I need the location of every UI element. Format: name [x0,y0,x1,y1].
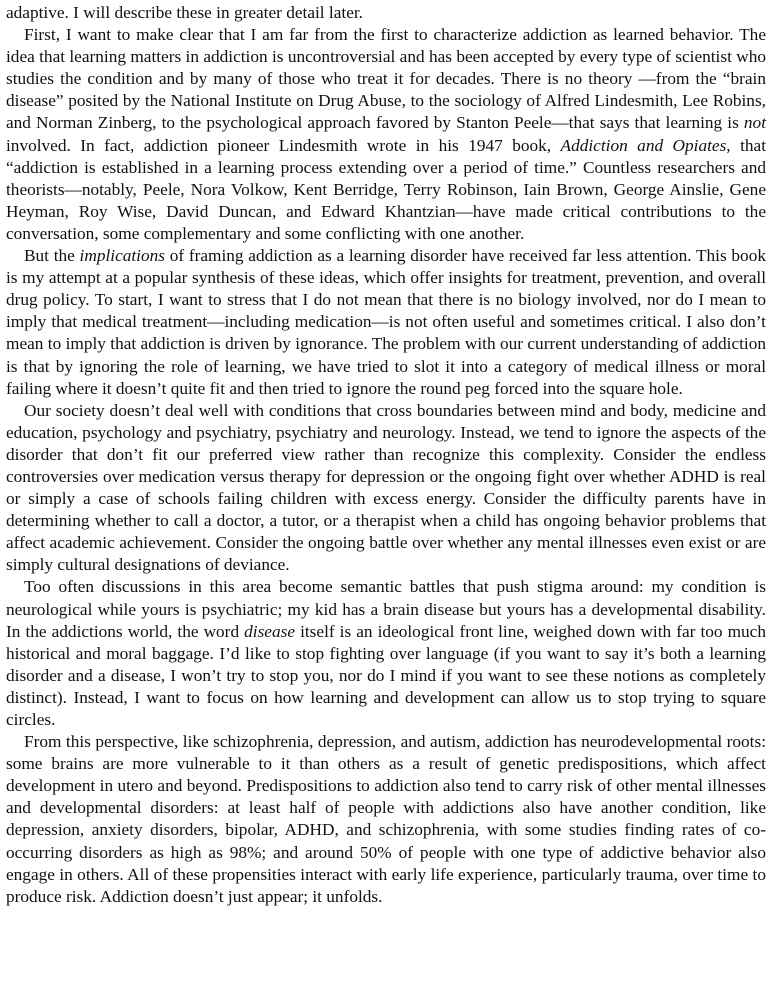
paragraph-6 [6,731,766,908]
paragraph-text: But the [24,246,80,266]
paragraph-2 [6,24,766,245]
paragraph-text: Too often discussions in this area become semantic battles that push stigma around: my condition is neurological while yours is psychiatric; my kid has a brain disease but yours has a developmental disability. In the addictions world, the word [6,577,766,641]
paragraph-text: Our society doesn’t deal well with conditions that cross boundaries between mind and body, medicine and education, psychology and psychiatry, psychiatry and neurology. Instead, we tend to ignore the aspects of the disorder that don’t fit our preferred view rather than recognize this complexity. Consider the endless controversies over medication versus therapy for depression or the ongoing fight over whether ADHD is real or simply a case of schools failing children with excess energy. Consider the difficulty parents have in determining whether to call a doctor, a tutor, or a therapist when a child has ongoing behavior problems that affect academic achievement. Consider the ongoing battle over whether any mental illnesses even exist or are simply cultural designations of deviance. [6,400,766,575]
paragraph-1 [6,2,766,24]
paragraph-text: First, I want to make clear that I am far from the first to characterize addiction as learned behavior. The idea that learning matters in addiction is uncontroversial and has been accepted by every type of scientist who studies the condition and by many of those who treat it for decades. There is no theory —from the “brain disease” posited by the National Institute on Drug Abuse, to the sociology of Alfred Lindesmith, Lee Robins, and Norman Zinberg, to the psychological approach favored by Stanton Peele—that says that learning is [6,25,766,133]
book-title-text: Addiction and Opiates, [560,135,731,155]
paragraph-text: itself is an ideological front line, weighed down with far too much historical and moral baggage. I’d like to stop fighting over language (if you want to say it’s both a learning disorder and a disease, I won’t try to stop you, nor do I mind if you want to see these notions as completely distinct). Instead, I want to focus on how learning and development can allow us to stop trying to square circles. [6,621,766,729]
paragraph-text: From this perspective, like schizophrenia, depression, and autism, addiction has neurodevelopmental roots: some brains are more vulnerable to it than others as a result of genetic predispositions, which affect development in utero and beyond. Predispositions to addiction also tend to carry risk of other mental illnesses and developmental disorders: at least half of people with addictions also have another condition, like depression, anxiety disorders, bipolar, ADHD, and schizophrenia, with some studies finding rates of co-occurring disorders as high as 98%; and around 50% of people with one type of addictive behavior also engage in others. All of these propensities interact with early life experience, particularly trauma, over time to produce risk. Addiction doesn’t just appear; it unfolds. [6,732,766,906]
paragraph-text: adaptive. I will describe these in greater detail later. [6,3,363,22]
paragraph-text: involved. In fact, addiction pioneer Lindesmith wrote in his 1947 book, [6,135,561,155]
emphasis-text: not [743,113,766,133]
paragraph-text: of framing addiction as a learning disorder have received far less attention. This book is my attempt at a popular synthesis of these ideas, which offer insights for treatment, prevention, and overall drug policy. To start, I want to stress that I do not mean that there is no biology involved, nor do I mean to imply that medical treatment—including medication—is not often useful and sometimes critical. I also don’t mean to imply that addiction is driven by ignorance. The problem with our current understanding of addiction is that by ignoring the role of learning, we have tried to slot it into a category of medical illness or moral failing where it doesn’t quite fit and then tried to ignore the round peg forced into the square hole. [6,246,766,398]
emphasis-text: implications [79,246,165,266]
paragraph-3 [6,245,766,400]
emphasis-text: disease [244,621,296,641]
paragraph-text: that “addiction is established in a learning process extending over a period of time.” Countless researchers and theorists—notably, Peele, Nora Volkow, Kent Berridge, Terry Robinson, Iain Brown, George Ainslie, Gene Heyman, Roy Wise, David Duncan, and Edward Khantzian—have made critical contributions to the conversation, some complementary and some conflicting with one another. [6,135,766,243]
paragraph-5 [6,576,766,731]
paragraph-4 [6,400,766,577]
